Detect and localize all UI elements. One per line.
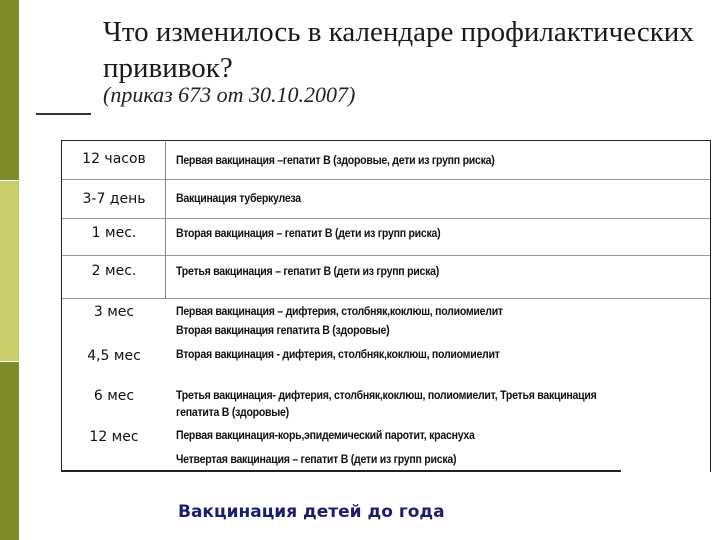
vaccination-schedule-table xyxy=(61,140,711,472)
vaccine-description: Третья вакцинация- дифтерия, столбняк,коклюш, полиомиелит, Третья вакцинация xyxy=(176,388,597,402)
slide-title: Что изменилось в календаре профилактических прививок? xyxy=(103,16,694,84)
age-cell: 4,5 мес xyxy=(87,348,141,364)
band-segment-bottom xyxy=(0,362,19,540)
table-bottom-border xyxy=(61,470,621,472)
vaccine-description: Четвертая вакцинация – гепатит В (дети из групп риска) xyxy=(176,452,457,466)
age-cell: 12 мес xyxy=(89,429,139,445)
slide-footer-caption: Вакцинация детей до года xyxy=(178,502,445,522)
slide-subtitle: (приказ 673 от 30.10.2007) xyxy=(103,82,356,107)
row-divider xyxy=(62,255,710,256)
vaccine-description: Первая вакцинация –гепатит В (здоровые, дети из групп риска) xyxy=(176,153,495,167)
band-segment-middle xyxy=(0,181,19,361)
vaccine-description: гепатита В (здоровые) xyxy=(176,405,289,419)
age-cell: 3 мес xyxy=(93,304,135,320)
vaccine-description: Третья вакцинация – гепатит В (дети из групп риска) xyxy=(176,264,440,278)
row-divider xyxy=(62,298,710,299)
vaccine-description: Первая вакцинация – дифтерия, столбняк,коклюш, полиомиелит xyxy=(176,304,503,318)
vaccine-description: Вторая вакцинация гепатита В (здоровые) xyxy=(176,323,390,337)
row-divider xyxy=(62,179,710,180)
age-cell: 12 часов xyxy=(82,151,146,167)
vaccine-description: Первая вакцинация-корь,эпидемический паротит, краснуха xyxy=(176,428,475,442)
vaccine-description: Вторая вакцинация – гепатит В (дети из групп риска) xyxy=(176,226,441,240)
age-cell: 3-7 день xyxy=(82,191,146,207)
age-cell: 6 мес xyxy=(93,388,135,404)
band-segment-top xyxy=(0,0,19,180)
age-cell: 1 мес. xyxy=(91,225,137,241)
decor-rule xyxy=(36,113,91,115)
row-divider xyxy=(62,218,710,219)
vaccine-description: Вторая вакцинация - дифтерия, столбняк,коклюш, полиомиелит xyxy=(176,347,500,361)
side-decor-band xyxy=(0,0,19,540)
vaccine-description: Вакцинация туберкулеза xyxy=(176,191,301,205)
column-divider xyxy=(165,140,166,298)
age-cell: 2 мес. xyxy=(91,263,137,279)
